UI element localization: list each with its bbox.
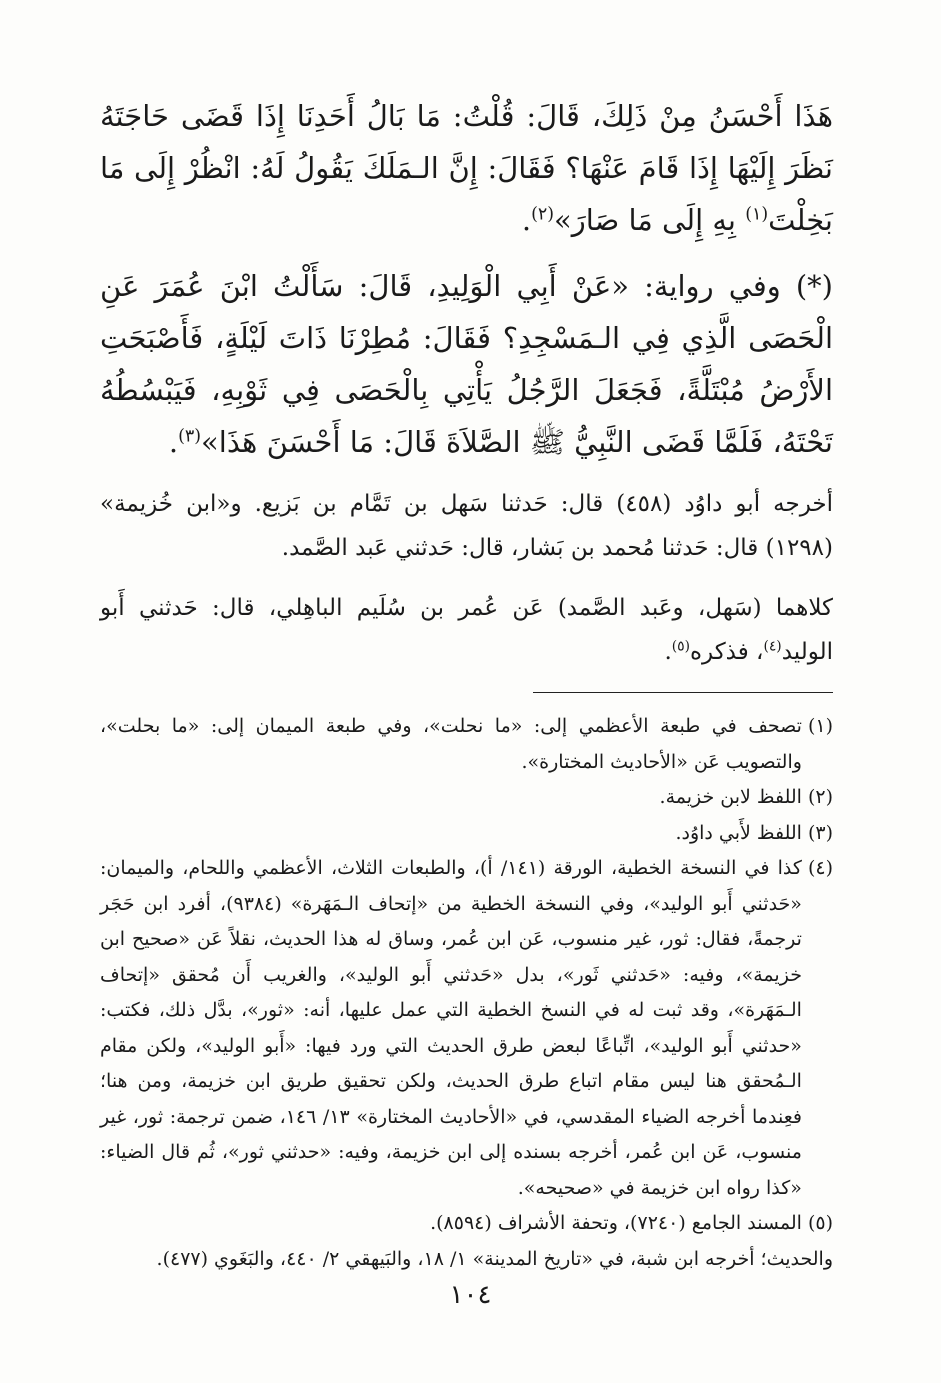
footnote-text: المسند الجامع (٧٢٤٠)، وتحفة الأشراف (٨٥٩٤). [430,1212,802,1234]
hadith-text-part: (*) وفي رواية: «عَنْ أَبِي الْوَلِيدِ، قَالَ: سَأَلْتُ ابْنَ عُمَرَ عَنِ الْحَصَى الَّذِي فِي الـمَسْجِدِ؟ فَقَالَ: مُطِرْنَا ذَاتَ لَيْلَةٍ، فَأَصْبَحَتِ الأَرْضُ مُبْتَلَّةً، فَجَعَلَ الرَّجُلُ يَأْتِي بِالْحَصَى فِي ثَوْبِهِ، فَيَبْسُطُهُ تَحْتَهُ، فَلَمَّا قَضَى النَّبِيُّ ﷺ الصَّلاَةَ قَالَ: مَا أَحْسَنَ هَذَا» [100,269,833,459]
takhrij-paragraph-1: أخرجه أبو داوُد (٤٥٨) قال: حَدثنا سَهل بن تَمَّام بن بَزيع. و«ابن خُزيمة» (١٢٩٨) قال: حَدثنا مُحمد بن بَشار، قال: حَدثني عَبد الصَّمد. [100,491,833,561]
footnote-4 [100,851,833,1206]
footnote-text: اللفظ لأَبي داوُد. [675,821,802,844]
footnote-text: كذا في النسخة الخطية، الورقة (١٤١/ أ)، والطبعات الثلاث، الأعظمي واللحام، والميمان: «حَدثني أَبو الوليد»، وفي النسخة الخطية من «إتحاف الـمَهَرة» (٩٣٨٤)، أفرد ابن حَجَر ترجمةً، فقال: ثور، غير منسوب، عَن ابن عُمر، وساق له هذا الحديث، نقلاً عَن «صحيح ابن خزيمة»، وفيه: «حَدثني ثَور»، بدل «حَدثني أَبو الوليد»، والغريب أَن مُحقق «إتحاف الـمَهَرة»، وقد ثبت له في النسخ الخطية التي عمل عليها، أنه: «ثور»، بدَّل ذلك، فكتب: «حدثني أَبو الوليد»، اتِّباعًا لبعض طرق الحديث التي ورد فيها: «أَبو الوليد»، ولكن مقام الـمُحقق هنا ليس مقام اتباع طرق الحديث، ولكن تحقيق طريق ابن خزيمة، ومن هنا؛ فعِندما أخرجه الضياء المقدسي، في «الأحاديث المختارة» ١٣/ ١٤٦، ضمن ترجمة: ثور، غير منسوب، عَن ابن عُمر، أخرجه بسنده إلى ابن خزيمة، وفيه: «حدثني ثور»، ثُم قال الضياء: «كذا رواه ابن خزيمة في «صحيحه». [100,857,802,1199]
hadith-text [100,90,833,468]
takhrij-text-part: ، فذكره [689,639,764,665]
footnote-ref-4[interactable]: (٤) [763,638,782,655]
takhrij-section [100,482,833,674]
footnote-number: (١) [807,715,833,737]
footnote-number: (٢) [807,786,833,808]
takhrij-text-part: كلاهما (سَهل، وعَبد الصَّمد) عَن عُمر بن سُلَيم الباهِلي، قال: حَدثني أَبو الوليد [100,595,833,665]
punctuation: . [521,203,532,237]
footnote-text: تصحف في طبعة الأعظمي إلى: «ما نحلت»، وفي طبعة الميمان إلى: «ما بحلت»، والتصويب عَن «الأحاديث المختارة». [100,715,802,773]
footnote-3 [100,816,833,852]
footnote-additional-sources: والحديث؛ أخرجه ابن شبة، في «تاريخ المدينة» ١/ ١٨، والبَيهقي ٢/ ٤٤٠، والبَغَوي (٤٧٧). [156,1247,833,1270]
footnote-number: (٥) [807,1212,833,1234]
hadith-text-part: هَذَا أَحْسَنُ مِنْ ذَلِكَ، قَالَ: قُلْتُ: مَا بَالُ أَحَدِنَا إِذَا قَضَى حَاجَتَهُ نَظَرَ إِلَيْهَا إِذَا قَامَ عَنْهَا؟ فَقَالَ: إِنَّ الـمَلَكَ يَقُولُ لَهُ: انْظُرْ إِلَى مَا بَخِلْتَ [100,99,833,237]
hadith-paragraph-2 [100,260,833,468]
footnote-ref-5[interactable]: (٥) [671,638,690,655]
footnote-1 [100,709,833,780]
footnote-ref-2[interactable]: (٢) [531,204,555,225]
footnote-number: (٣) [807,821,833,844]
footnote-5 [100,1206,833,1242]
footnotes [100,709,833,1277]
page-number: ١٠٤ [449,1280,492,1310]
footnote-ref-1[interactable]: (١) [745,204,769,225]
hadith-text-part: بِهِ إِلَى مَا صَارَ» [554,203,746,237]
footnote-separator [533,692,833,693]
punctuation: . [664,639,672,665]
footnote-2 [100,780,833,816]
footnote-text: اللفظ لابن خزيمة. [659,786,802,808]
punctuation: . [168,425,179,459]
hadith-paragraph-1 [100,90,833,246]
footnote-number: (٤) [807,857,833,879]
footnote-ref-3[interactable]: (٣) [178,426,202,447]
takhrij-paragraph-2 [100,586,833,674]
